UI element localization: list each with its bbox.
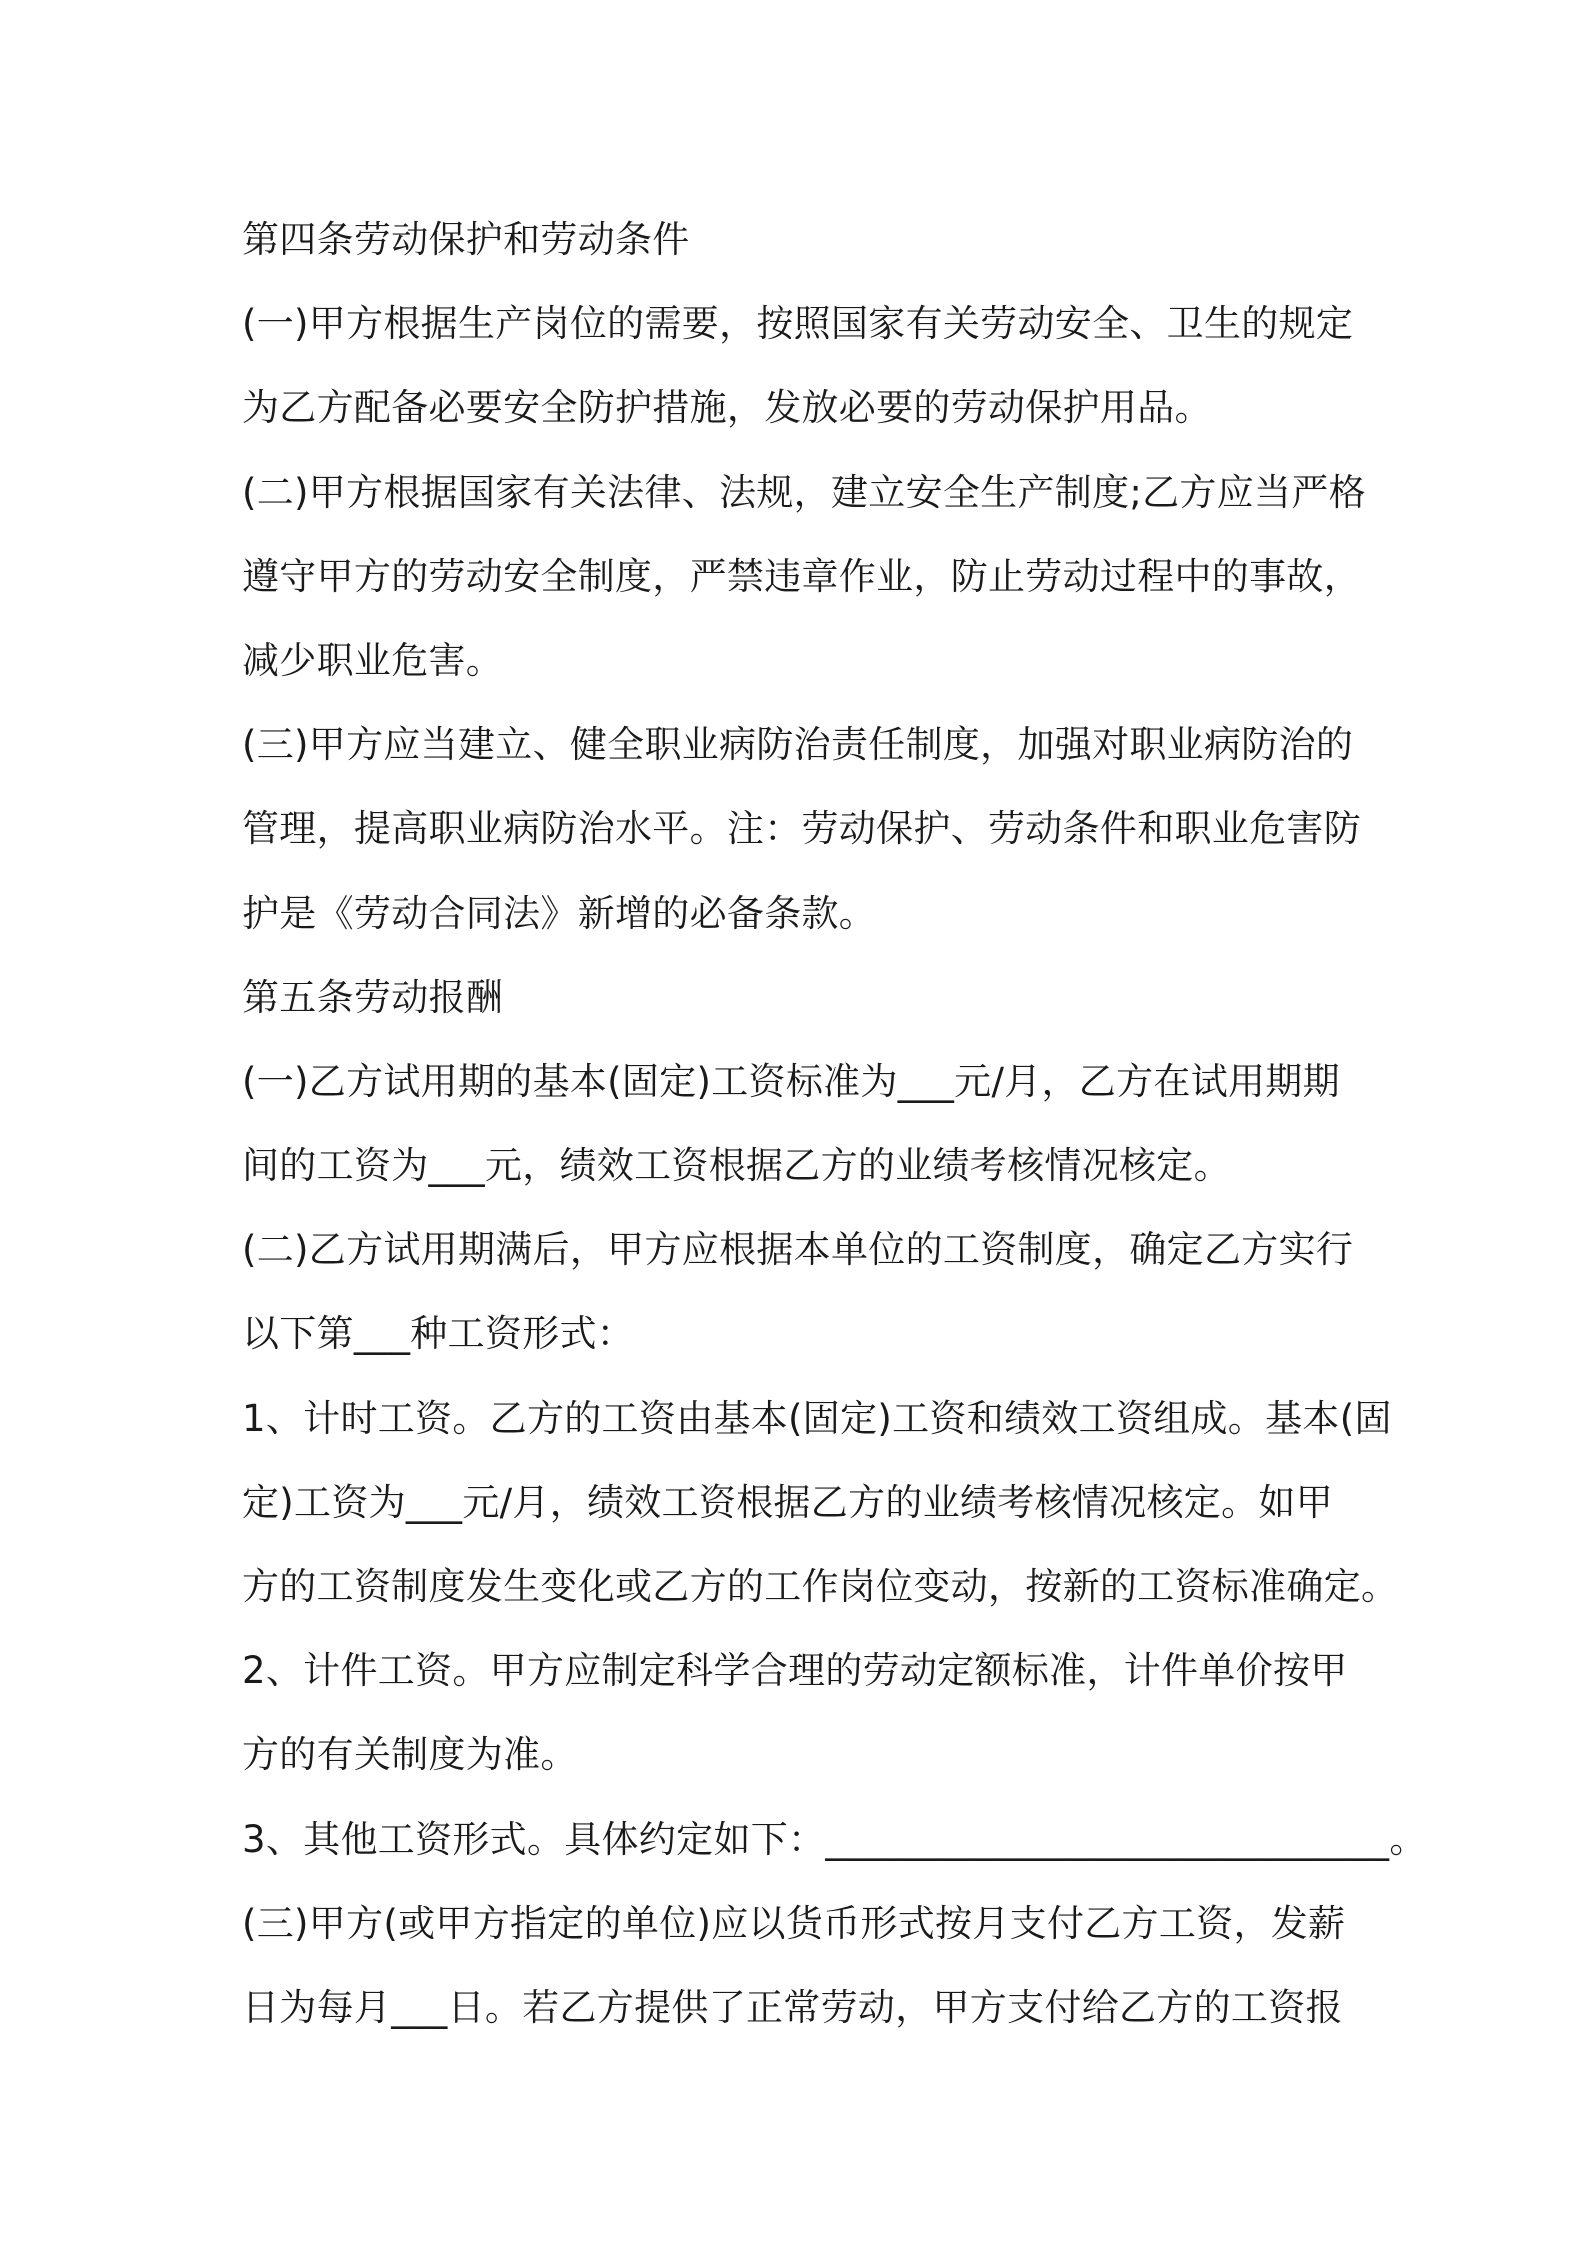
paragraph-line: 方的工资制度发生变化或乙方的工作岗位变动，按新的工资标准确定。 xyxy=(242,1565,1399,1608)
paragraph-line: (二)乙方试用期满后，甲方应根据本单位的工资制度，确定乙方实行 xyxy=(242,1228,1354,1272)
article-4-heading: 第四条劳动保护和劳动条件 xyxy=(242,218,690,261)
paragraph-line: (一)甲方根据生产岗位的需要，按照国家有关劳动安全、卫生的规定 xyxy=(242,302,1354,346)
paragraph-line: 方的有关制度为准。 xyxy=(242,1733,578,1777)
paragraph-line: 遵守甲方的劳动安全制度，严禁违章作业，防止劳动过程中的事故， xyxy=(242,554,1361,598)
article-5-heading: 第五条劳动报酬 xyxy=(242,975,504,1019)
paragraph-line: 管理，提高职业病防治水平。注：劳动保护、劳动条件和职业危害防 xyxy=(242,807,1361,851)
paragraph-line: 日为每月___日。若乙方提供了正常劳动，甲方支付给乙方的工资报 xyxy=(242,1985,1343,2029)
paragraph-line: 间的工资为___元，绩效工资根据乙方的业绩考核情况核定。 xyxy=(242,1144,1231,1188)
paragraph-line: 以下第___种工资形式： xyxy=(242,1312,635,1356)
paragraph-line: (三)甲方应当建立、健全职业病防治责任制度，加强对职业病防治的 xyxy=(242,723,1354,767)
paragraph-line: 为乙方配备必要安全防护措施，发放必要的劳动保护用品。 xyxy=(242,386,1212,430)
paragraph-line: 3、其他工资形式。具体约定如下：______________________________。 xyxy=(242,1817,1427,1861)
document-body xyxy=(242,198,1427,2050)
paragraph-line: 1、计时工资。乙方的工资由基本(固定)工资和绩效工资组成。基本(固 xyxy=(242,1396,1392,1440)
paragraph-line: 减少职业危害。 xyxy=(242,638,504,682)
paragraph-line: 护是《劳动合同法》新增的必备条款。 xyxy=(242,891,877,935)
paragraph-line: (一)乙方试用期的基本(固定)工资标准为___元/月，乙方在试用期期 xyxy=(242,1059,1340,1103)
paragraph-line: (二)甲方根据国家有关法律、法规，建立安全生产制度;乙方应当严格 xyxy=(242,470,1366,514)
paragraph-line: (三)甲方(或甲方指定的单位)应以货币形式按月支付乙方工资，发薪 xyxy=(242,1901,1346,1945)
paragraph-line: 2、计件工资。甲方应制定科学合理的劳动定额标准，计件单价按甲 xyxy=(242,1649,1348,1693)
paragraph-line: 定)工资为___元/月，绩效工资根据乙方的业绩考核情况核定。如甲 xyxy=(242,1480,1333,1524)
